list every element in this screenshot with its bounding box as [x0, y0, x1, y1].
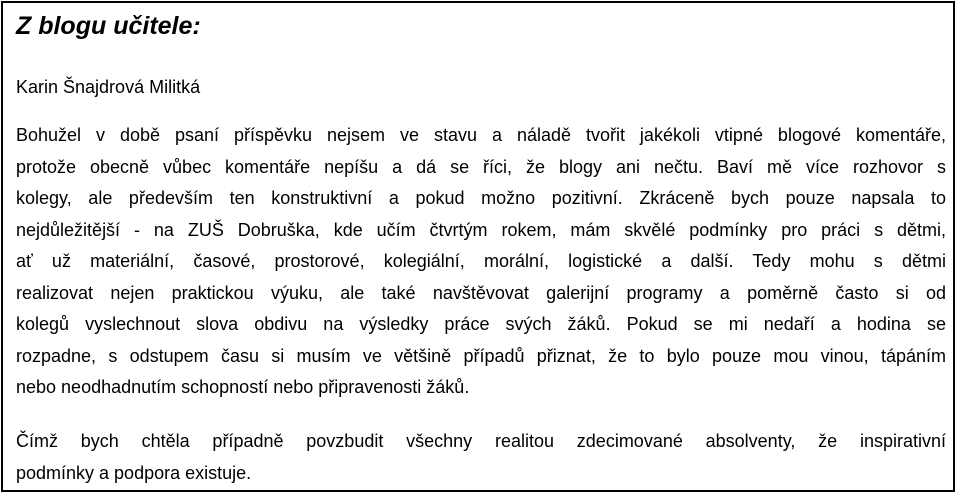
paragraph-line: Čímž bych chtěla případně povzbudit všechny realitou zdecimované absolventy, že inspirativní — [16, 431, 946, 451]
author-name: Karin Šnajdrová Militká — [16, 77, 201, 97]
paragraph-line: protože obecně vůbec komentáře nepíšu a dá se říci, že blogy ani nečtu. Baví mě více rozhovor s — [16, 156, 946, 177]
paragraph-line: nebo neodhadnutím schopností nebo připravenosti žáků. — [16, 377, 470, 397]
page-title: Z blogu učitele: — [16, 12, 201, 40]
paragraph-line: kolegů vyslechnout slova obdivu na výsledky práce svých žáků. Pokud se mi nedaří a hodina se — [16, 314, 946, 334]
paragraph-line: kolegy, ale především ten konstruktivní a pokud možno pozitivní. Zkráceně bych pouze napsala to — [16, 188, 946, 208]
paragraph-line: realizovat nejen praktickou výuku, ale také navštěvovat galerijní programy a poměrně často si od — [16, 282, 946, 303]
paragraph-line: rozpadne, s odstupem času si musím ve většině případů přiznat, že to bylo pouze mou vinou, tápáním — [16, 345, 946, 366]
paragraph-2 — [16, 426, 946, 489]
paragraph-line: podmínky a podpora existuje. — [16, 462, 252, 483]
paragraph-line: Bohužel v době psaní příspěvku nejsem ve stavu a náladě tvořit jakékoli vtipné blogové komentáře, — [16, 125, 946, 145]
paragraph-line: ať už materiální, časové, prostorové, kolegiální, morální, logistické a další. Tedy mohu s dětmi — [16, 251, 946, 271]
paragraph-line: nejdůležitější - na ZUŠ Dobruška, kde učím čtvrtým rokem, mám skvělé podmínky pro práci s dětmi, — [16, 219, 946, 240]
paragraph-1 — [16, 120, 946, 404]
blog-excerpt-box — [1, 1, 955, 492]
